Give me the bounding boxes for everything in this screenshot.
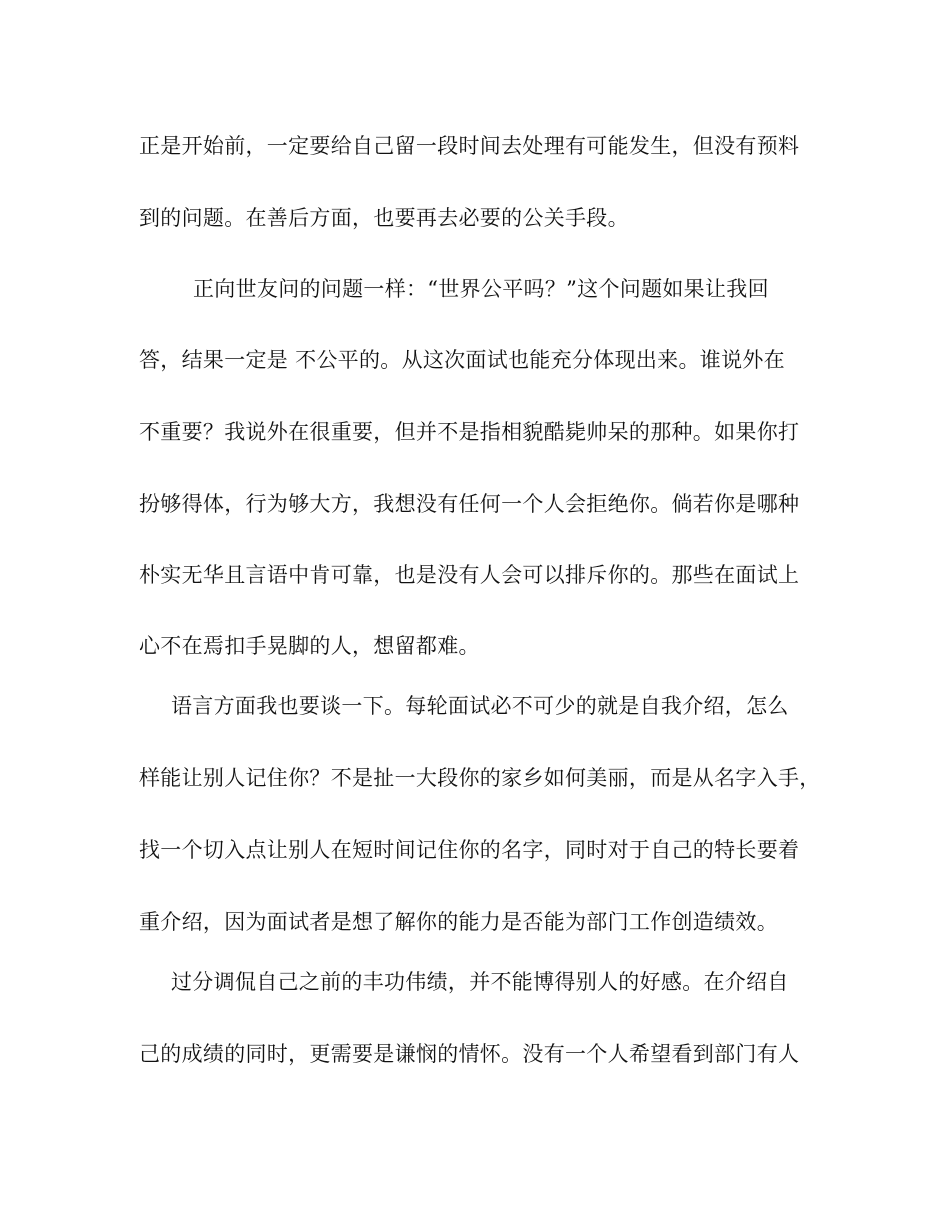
text-line: 朴实无华且言语中肯可靠，也是没有人会可以排斥你的。那些在面试上 bbox=[139, 563, 800, 587]
text-line: 过分调侃自己之前的丰功伟绩，并不能博得别人的好感。在介绍自 bbox=[171, 970, 789, 994]
text-line: 不重要？我说外在很重要，但并不是指相貌酷毙帅呆的那种。如果你打 bbox=[139, 420, 800, 444]
text-line: 正是开始前，一定要给自己留一段时间去处理有可能发生，但没有预料 bbox=[139, 134, 800, 158]
text-line: 答，结果一定是 不公平的。从这次面试也能充分体现出来。谁说外在 bbox=[139, 348, 785, 372]
text-line: 己的成绩的同时，更需要是谦悯的情怀。没有一个人希望看到部门有人 bbox=[139, 1042, 800, 1066]
text-line: 找一个切入点让别人在短时间记住你的名字，同时对于自己的特长要着 bbox=[139, 838, 800, 862]
text-line: 语言方面我也要谈一下。每轮面试必不可少的就是自我介绍，怎么 bbox=[171, 694, 789, 718]
text-line: 样能让别人记住你？不是扯一大段你的家乡如何美丽，而是从名字入手， bbox=[139, 766, 821, 790]
text-line: 正向世友问的问题一样：“世界公平吗？”这个问题如果让我回 bbox=[193, 277, 769, 301]
text-line: 心不在焉扣手晃脚的人，想留都难。 bbox=[139, 634, 480, 658]
text-line: 到的问题。在善后方面，也要再去必要的公关手段。 bbox=[139, 206, 629, 230]
text-line: 扮够得体，行为够大方，我想没有任何一个人会拒绝你。倘若你是哪种 bbox=[139, 492, 800, 516]
text-line: 重介绍，因为面试者是想了解你的能力是否能为部门工作创造绩效。 bbox=[139, 910, 778, 934]
